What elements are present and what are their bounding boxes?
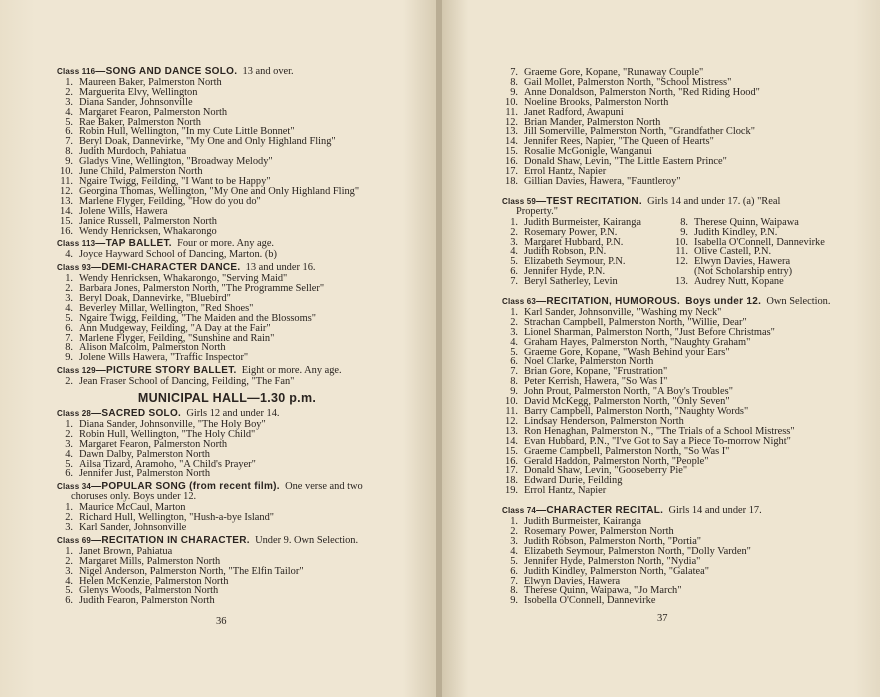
entry-text: Margaret Hubbard, P.N. [524, 236, 624, 248]
entry-text: Ann Mudgeway, Feilding, "A Day at the Fair" [79, 322, 271, 334]
entry-text: Maureen Baker, Palmerston North [79, 76, 222, 88]
left-page-content [57, 64, 397, 606]
class-heading [57, 67, 397, 77]
entry-text: Jolene Wills Hawera, "Traffic Inspector" [79, 352, 249, 364]
entry-number: 14. [505, 136, 518, 148]
entry-text: Diana Sander, Johnsonville, "The Holy Boy" [79, 418, 266, 430]
entry-number: 15. [60, 215, 73, 227]
entry-text: Beryl Doak, Dannevirke, "Bluebird" [79, 292, 231, 304]
class-74-heading: Class 74—CHARACTER RECITAL. Girls 14 and under 17. [502, 505, 762, 517]
entry-number: 4. [510, 246, 518, 258]
entry-text: Helen McKenzie, Palmerston North [79, 575, 229, 587]
entry-number: 15. [505, 146, 518, 158]
class-description-cont: choruses only. Boys under 12. [71, 491, 197, 503]
entry-number: 3. [65, 565, 73, 577]
entry-number: 2. [65, 428, 73, 440]
list-item [57, 596, 397, 606]
class-title: —SACRED SOLO. [91, 408, 182, 419]
entry-text: (Not Scholarship entry) [694, 266, 793, 278]
entry-number: 17. [505, 465, 518, 477]
entry-number: 4. [510, 545, 518, 557]
class-heading [57, 482, 397, 502]
class-69-continued-list [502, 68, 842, 187]
class-entries [57, 78, 397, 237]
entry-text: John Prout, Palmerston North, "A Boy's Troubles" [524, 386, 733, 398]
entry-number: 2. [510, 316, 518, 328]
entry-text: Janet Radford, Awapuni [524, 106, 624, 118]
class-heading [57, 366, 397, 376]
class-number: Class 129 [57, 366, 96, 376]
list-item [57, 353, 397, 363]
entry-number: 3. [510, 535, 518, 547]
entry-number: 14. [60, 205, 73, 217]
entry-number: 1. [510, 216, 518, 228]
entry-text: Robin Hull, Wellington, "The Holy Child" [79, 428, 256, 440]
entry-number: 14. [505, 435, 518, 447]
entry-number: 16. [60, 225, 73, 237]
entry-number: 1. [510, 306, 518, 318]
entry-number: 8. [510, 76, 518, 88]
entry-number: 5. [510, 346, 518, 358]
entry-text: Jean Fraser School of Dancing, Feilding, "The Fan" [79, 376, 295, 388]
entry-number: 6. [510, 356, 518, 368]
entry-number: 9. [65, 352, 73, 364]
entry-number: 5. [65, 116, 73, 128]
list-item [502, 486, 842, 496]
class-59-heading: Class 59—TEST RECITATION. Girls 14 and under 17. (a) "Real Property." [502, 195, 781, 217]
page-number-left: 36 [216, 616, 227, 627]
entry-number: 7. [510, 276, 518, 288]
entry-text: Elizabeth Seymour, Palmerston North, "Dolly Varden" [524, 545, 751, 557]
entry-text: Jennifer Just, Palmerston North [79, 468, 211, 480]
entry-text: Therese Quinn, Waipawa [694, 216, 799, 228]
entry-text: David McKegg, Palmerston North, "Only Seven" [524, 396, 730, 408]
entry-number: 5. [65, 458, 73, 470]
entry-text: Lionel Sharman, Palmerston North, "Just Before Christmas" [524, 326, 775, 338]
entry-number: 1. [65, 545, 73, 557]
entry-number: 12. [505, 415, 518, 427]
entry-number: 11. [675, 246, 688, 258]
entry-text: Judith Kindley, Palmerston North, "Galatea" [524, 565, 709, 577]
entry-text: Peter Kerrish, Hawera, "So Was I" [524, 376, 668, 388]
left-block-afternoon [57, 409, 397, 606]
class-number: Class 93 [57, 263, 92, 273]
class-title: —POPULAR SONG (from recent film). [91, 481, 280, 493]
entry-number: 4. [65, 249, 73, 261]
entry-text: Rosemary Power, Palmerston North [524, 525, 674, 537]
entry-text: Elizabeth Seymour, P.N. [524, 256, 626, 268]
entry-text: Margaret Mills, Palmerston North [79, 555, 221, 567]
class-entries [57, 547, 397, 606]
entry-text: Karl Sander, Johnsonville, "Washing my Neck" [524, 306, 722, 318]
entry-text: Barry Campbell, Palmerston North, "Naughty Words" [524, 406, 749, 417]
entry-text: Judith Kindley, P.N. [694, 226, 778, 238]
list-item [502, 567, 842, 577]
entry-text: Judith Fearon, Palmerston North [79, 595, 215, 607]
entry-text: Edward Durie, Feilding [524, 475, 623, 487]
entry-text: Karl Sander, Johnsonville [79, 521, 187, 533]
entry-number: 10. [675, 236, 688, 248]
class-heading [57, 536, 397, 546]
class-entries [57, 250, 397, 260]
entry-text: Brian Gore, Kopane, "Frustration" [524, 366, 668, 378]
class-entries [57, 420, 397, 479]
class-74-entries [502, 517, 842, 606]
entry-number: 13. [60, 195, 73, 207]
entry-number: 2. [65, 86, 73, 98]
entry-text: Donald Shaw, Levin, "The Little Eastern Prince" [524, 156, 727, 168]
class-title: —RECITATION IN CHARACTER. [91, 534, 250, 546]
list-item [502, 277, 672, 287]
entry-number: 9. [65, 156, 73, 168]
entry-number: 1. [510, 516, 518, 528]
entry-text: Judith Robson, P.N. [524, 246, 607, 258]
entry-number: 3. [65, 521, 73, 533]
class-description: Four or more. Any age. [177, 238, 275, 250]
entry-number: 4. [65, 575, 73, 587]
entry-text: Gillian Davies, Hawera, "Fauntleroy" [524, 175, 681, 187]
entry-text: Elwyn Davies, Hawera [524, 575, 621, 587]
entry-text: Rosemary Power, P.N. [524, 226, 618, 238]
entry-number: 11. [505, 406, 518, 417]
entry-number: 9. [680, 226, 688, 238]
class-entries [57, 377, 397, 387]
entry-number: 11. [60, 175, 73, 187]
entry-number: 4. [65, 448, 73, 460]
entry-text: Marlene Flyger, Feilding, "How do you do" [79, 195, 261, 207]
entry-number: 8. [510, 585, 518, 597]
class-number: Class 113 [57, 239, 96, 249]
entry-text: Margaret Fearon, Palmerston North [79, 438, 228, 450]
entry-number: 15. [505, 445, 518, 457]
entry-text: Ron Henaghan, Palmerston N., "The Trials of a School Mistress" [524, 425, 795, 437]
entry-number: 7. [65, 332, 73, 344]
entry-text: Olive Castell, P.N. [694, 246, 772, 258]
entry-text: Glenys Woods, Palmerston North [79, 585, 219, 597]
entry-number: 6. [65, 322, 73, 334]
entry-number: 8. [65, 146, 73, 158]
entry-text: Alison Malcolm, Palmerston North [79, 342, 226, 354]
class-title: —TAP BALLET. [95, 238, 172, 250]
class-description: 13 and under 16. [245, 262, 316, 274]
entry-number: 2. [65, 555, 73, 567]
entry-number: 4. [65, 106, 73, 118]
entry-text: Beryl Satherley, Levin [524, 276, 618, 288]
entry-number: 9. [510, 386, 518, 398]
entry-number: 8. [680, 216, 688, 228]
entry-text: Lindsay Henderson, Palmerston North [524, 415, 684, 427]
entry-number: 3. [65, 438, 73, 450]
entry-number: 10. [505, 96, 518, 108]
entry-text: Isobella O'Connell, Dannevirke [524, 595, 656, 607]
entry-number: 6. [65, 126, 73, 138]
class-heading [57, 263, 397, 273]
entry-text: Janice Russell, Palmerston North [79, 215, 217, 227]
class-description: Girls 12 and under 14. [186, 408, 280, 419]
entry-text: Beryl Doak, Dannevirke, "My One and Only Highland Fling" [79, 136, 336, 148]
entry-text: Graeme Gore, Kopane, "Runaway Couple" [524, 67, 704, 78]
entry-number: 6. [510, 565, 518, 577]
class-heading [57, 239, 397, 249]
entry-text: Errol Hantz, Napier [524, 166, 607, 178]
entry-number: 18. [505, 175, 518, 187]
list-item [57, 523, 397, 533]
entry-text: Wendy Henricksen, Whakarongo [79, 225, 217, 237]
entry-number: 3. [65, 96, 73, 108]
entry-number: 13. [675, 276, 688, 288]
class-title: —SONG AND DANCE SOLO. [95, 66, 238, 77]
entry-text: Jennifer Hyde, P.N. [524, 266, 606, 278]
entry-number: 2. [65, 376, 73, 388]
entry-text: June Child, Palmerston North [79, 166, 203, 178]
list-item [57, 250, 397, 260]
class-63-heading: Class 63—RECITATION, HUMOROUS. Boys under 12. Own Selection. [502, 296, 831, 308]
entry-number: 5. [65, 312, 73, 324]
entry-text: Graham Hayes, Palmerston North, "Naughty Graham" [524, 336, 751, 348]
entry-number: 3. [510, 236, 518, 248]
entry-text: Janet Brown, Pahiatua [79, 545, 173, 557]
class-title: —PICTURE STORY BALLET. [95, 365, 237, 377]
entry-number: 13. [505, 425, 518, 437]
class-59-column-a [502, 218, 672, 287]
entry-text: Noeline Brooks, Palmerston North [524, 96, 669, 108]
entry-text: Evan Hubbard, P.N., "I've Got to Say a Piece To-morrow Night" [524, 435, 791, 447]
class-heading [57, 409, 397, 419]
list-item [57, 377, 397, 387]
entry-number: 7. [65, 136, 73, 148]
entry-text: Diana Sander, Johnsonville [79, 96, 193, 108]
class-number: Class 34 [57, 482, 92, 492]
class-63-entries [502, 308, 842, 496]
entry-number: 12. [60, 185, 73, 197]
class-description: One verse and two [285, 481, 363, 493]
entry-text: Margaret Fearon, Palmerston North [79, 106, 228, 118]
entry-number: 5. [510, 555, 518, 567]
class-59-entries [502, 218, 842, 287]
entry-text: Strachan Campbell, Palmerston North, "Willie, Dear" [524, 316, 747, 328]
class-number: Class 28 [57, 409, 92, 418]
list-item [502, 177, 842, 187]
entry-number: 2. [65, 283, 73, 295]
entry-number: 6. [65, 468, 73, 480]
entry-text: Richard Hull, Wellington, "Hush-a-bye Island" [79, 512, 275, 524]
entry-text: Wendy Henricksen, Whakarongo, "Serving Maid" [79, 273, 288, 285]
list-item [57, 469, 397, 479]
entry-text: Therese Quinn, Waipawa, "Jo March" [524, 585, 682, 597]
page-number-right: 37 [657, 613, 668, 624]
entry-number: 1. [65, 502, 73, 514]
entry-text: Jennifer Rees, Napier, "The Queen of Hearts" [524, 136, 714, 148]
entry-text: Judith Burmeister, Kairanga [524, 516, 642, 528]
entry-text: Graeme Gore, Kopane, "Wash Behind your Ears" [524, 346, 730, 358]
entry-text: Georgina Thomas, Wellington, "My One and Only Highland Fling" [79, 185, 360, 197]
entry-text: Beverley Millar, Wellington, "Red Shoes" [79, 302, 254, 314]
entry-text: Jennifer Hyde, Palmerston North, "Nydia" [524, 555, 701, 567]
entry-text: Gerald Haddon, Palmerston North, "People" [524, 455, 709, 467]
entry-text: Marlene Flyger, Feilding, "Sunshine and Rain" [79, 332, 275, 344]
entry-number: 8. [510, 376, 518, 388]
entry-number: 2. [65, 512, 73, 524]
entry-number: 2. [510, 525, 518, 537]
entry-number: 2. [510, 226, 518, 238]
entry-text: Nigel Anderson, Palmerston North, "The Elfin Tailor" [79, 565, 304, 577]
entry-number: 1. [65, 76, 73, 88]
class-number: Class 116 [57, 67, 96, 76]
entry-text: Robin Hull, Wellington, "In my Cute Little Bonnet" [79, 126, 295, 138]
entry-number: 6. [510, 266, 518, 278]
entry-number: 6. [65, 595, 73, 607]
entry-text: Brian Mander, Palmerston North [524, 116, 661, 128]
left-block-morning [57, 67, 397, 387]
entry-text: Marguerita Elvy, Wellington [79, 86, 198, 98]
entry-text: Graeme Campbell, Palmerston North, "So Was I" [524, 445, 730, 457]
list-item [57, 227, 397, 237]
entry-text: Judith Robson, Palmerston North, "Portia" [524, 535, 702, 547]
entry-number: 10. [60, 166, 73, 178]
right-page-content [502, 68, 842, 606]
entry-number: 1. [65, 418, 73, 430]
class-title: —DEMI-CHARACTER DANCE. [91, 262, 241, 274]
class-description: 13 and over. [242, 66, 294, 77]
list-item [502, 596, 842, 606]
entry-text: Gladys Vine, Wellington, "Broadway Melody" [79, 156, 273, 168]
entry-text: Judith Murdoch, Pahiatua [79, 146, 187, 158]
class-number: Class 69 [57, 535, 92, 545]
entry-text: Errol Hantz, Napier [524, 485, 607, 497]
class-description: Eight or more. Any age. [241, 365, 342, 377]
entry-number: 7. [510, 575, 518, 587]
entry-number: 18. [505, 475, 518, 487]
entry-text: Rosalie McGonigle, Wanganui [524, 146, 652, 158]
entry-number: 12. [675, 256, 688, 268]
entry-text: Joyce Hayward School of Dancing, Marton. (b) [79, 249, 277, 261]
entry-text: Ngaire Twigg, Feilding, "The Maiden and the Blossoms" [79, 312, 316, 324]
class-entries [57, 274, 397, 363]
entry-text: Ailsa Tizard, Aramoho, "A Child's Prayer" [79, 458, 256, 470]
entry-number: 11. [505, 106, 518, 118]
entry-number: 10. [505, 396, 518, 408]
entry-number: 9. [510, 86, 518, 98]
entry-number: 13. [505, 126, 518, 138]
entry-text: Donald Shaw, Levin, "Gooseberry Pie" [524, 465, 688, 477]
entry-text: Audrey Nutt, Kopane [694, 276, 784, 288]
class-59-column-b [672, 218, 842, 287]
entry-text: Anne Donaldson, Palmerston North, "Red Riding Hood" [524, 86, 760, 98]
entry-text: Gail Mollet, Palmerston North, "School Mistress" [524, 76, 732, 88]
entry-number: 7. [510, 67, 518, 78]
entry-number: 3. [510, 326, 518, 338]
entry-text: Isabella O'Connell, Dannevirke [694, 236, 825, 248]
list-item [672, 277, 842, 287]
entry-number: 7. [510, 366, 518, 378]
class-description: Under 9. Own Selection. [255, 534, 359, 546]
entry-number: 12. [505, 116, 518, 128]
list-item [672, 228, 842, 238]
entry-text: Judith Burmeister, Kairanga [524, 216, 642, 228]
entry-text: Maurice McCaul, Marton [79, 502, 186, 514]
list-item [57, 217, 397, 227]
entry-number: 16. [505, 156, 518, 168]
entry-number: 1. [65, 273, 73, 285]
list-item [502, 228, 672, 238]
entry-number: 16. [505, 455, 518, 467]
entry-text: Ngaire Twigg, Feilding, "I Want to be Happy" [79, 175, 271, 187]
entry-number: 8. [65, 342, 73, 354]
entry-text: Dawn Dalby, Palmerston North [79, 448, 210, 460]
entry-text: Rae Baker, Palmerston North [79, 116, 201, 128]
entry-number: 4. [510, 336, 518, 348]
entry-text: Barbara Jones, Palmerston North, "The Programme Seller" [79, 283, 325, 295]
entry-number: 9. [510, 595, 518, 607]
class-entries [57, 503, 397, 533]
list-item [57, 567, 397, 577]
entry-number: 5. [65, 585, 73, 597]
entry-text: Noel Clarke, Palmerston North [524, 356, 654, 368]
entry-number: 5. [510, 256, 518, 268]
entry-number: 3. [65, 292, 73, 304]
entry-number: 4. [65, 302, 73, 314]
entry-text: Jill Somerville, Palmerston North, "Grandfather Clock" [524, 126, 755, 138]
entry-number: 17. [505, 166, 518, 178]
entry-text: Jolene Wills, Hawera [79, 205, 168, 217]
entry-text: Elwyn Davies, Hawera [694, 256, 791, 268]
municipal-hall-heading: MUNICIPAL HALL—1.30 p.m. [137, 391, 317, 406]
entry-number: 19. [505, 485, 518, 497]
